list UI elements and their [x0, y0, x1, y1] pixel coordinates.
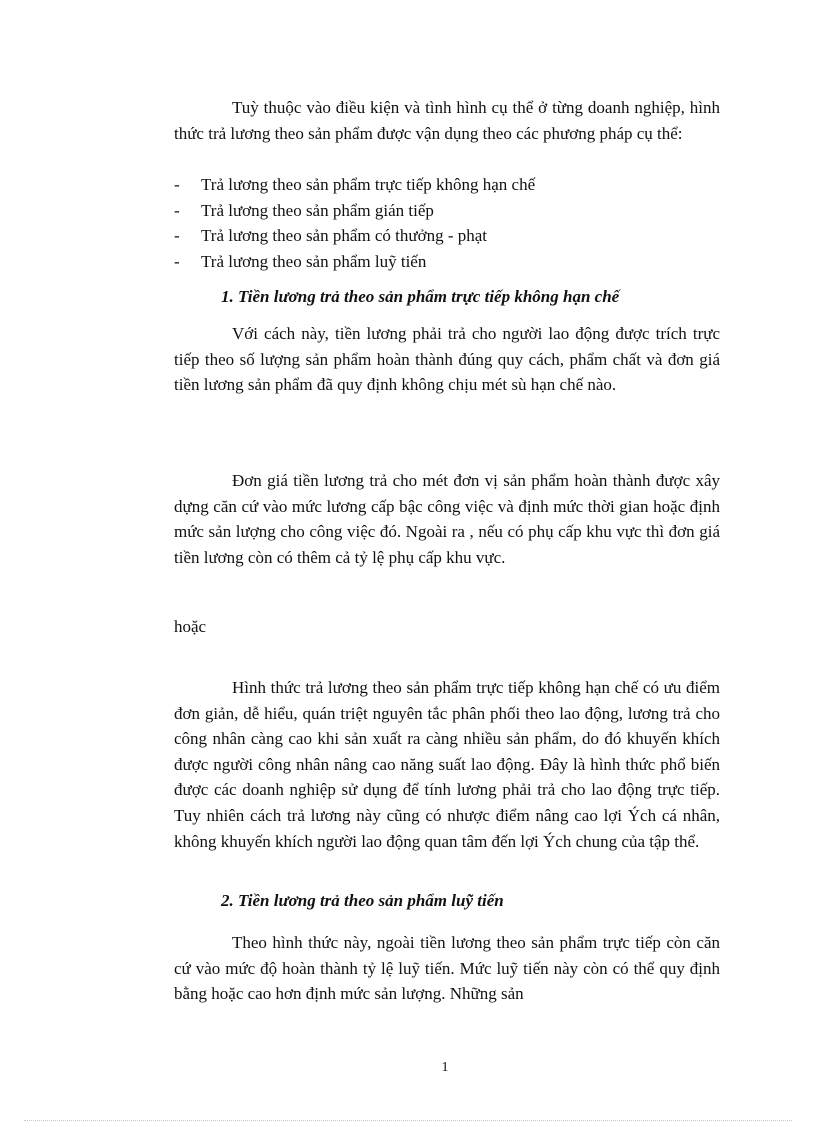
list-item: [174, 249, 720, 275]
list-item-text: Trả lương theo sản phẩm luỹ tiến: [201, 251, 427, 271]
or-word: hoặc: [174, 617, 207, 636]
list-item: [174, 172, 720, 198]
bullet-dash: -: [174, 226, 180, 246]
section-1-paragraph-3: Hình thức trả lương theo sản phẩm trực tiếp không hạn chế có ưu điểm đơn giản, dễ hiểu, quán triệt nguyên tắc phân phối theo lao động, lương trả cho công nhân càng cao khi sản xuất ra càng nhiều sản phẩm, do đó khuyến khích được người công nhân nâng cao năng suất lao động. Đây là hình thức phổ biến được các doanh nghiệp sử dụng để tính lương phải trả cho lao động trực tiếp. Tuy nhiên cách trả lương này cũng có nhược điểm nâng cao lợi Ých cá nhân, không khuyến khích người lao động quan tâm đến lợi Ých chung của tập thể.: [174, 678, 720, 851]
bullet-dash: -: [174, 175, 180, 194]
list-item-text: Trả lương theo sản phẩm có thưởng - phạt: [201, 226, 488, 246]
section-1-paragraph-2: Đơn giá tiền lương trả cho mét đơn vị sản phẩm hoàn thành được xây dựng căn cứ vào mức lương cấp bậc công việc và định mức thời gian hoặc định mức sản lượng cho công việc đó. Ngoài ra , nếu có phụ cấp khu vực thì đơn giá tiền lương còn có thêm cả tỷ lệ phụ cấp khu vực.: [174, 471, 720, 567]
section-2-paragraph-1: Theo hình thức này, ngoài tiền lương theo sản phẩm trực tiếp còn căn cứ vào mức độ hoàn thành tỷ lệ luỹ tiến. Mức luỹ tiến này còn có thể quy định bằng hoặc cao hơn định mức sản lượng. Những sản: [174, 933, 720, 1004]
method-list: [174, 172, 720, 274]
page-bottom-divider: [24, 1120, 792, 1121]
page-number: 1: [441, 1060, 449, 1075]
section-1-paragraph-1: Với cách này, tiền lương phải trả cho người lao động được trích trực tiếp theo số lượng sản phẩm hoàn thành đúng quy cách, phẩm chất và đơn giá tiền lương sản phẩm đã quy định không chịu mét sù hạn chế nào.: [174, 324, 720, 395]
bullet-dash: -: [174, 251, 180, 271]
section-1-heading: 1. Tiền lương trả theo sản phẩm trực tiếp không hạn chế: [221, 287, 620, 306]
list-item-text: Trả lương theo sản phẩm gián tiếp: [201, 200, 434, 220]
section-2-heading: 2. Tiền lương trả theo sản phẩm luỹ tiến: [221, 891, 504, 910]
bullet-dash: -: [174, 200, 180, 220]
list-item: [174, 198, 720, 224]
list-item: [174, 223, 720, 249]
list-item-text: Trả lương theo sản phẩm trực tiếp không hạn chế: [201, 175, 536, 194]
intro-paragraph: Tuỳ thuộc vào điều kiện và tình hình cụ thể ở từng doanh nghiệp, hình thức trả lương theo sản phẩm được vận dụng theo các phương pháp cụ thể:: [174, 98, 720, 143]
